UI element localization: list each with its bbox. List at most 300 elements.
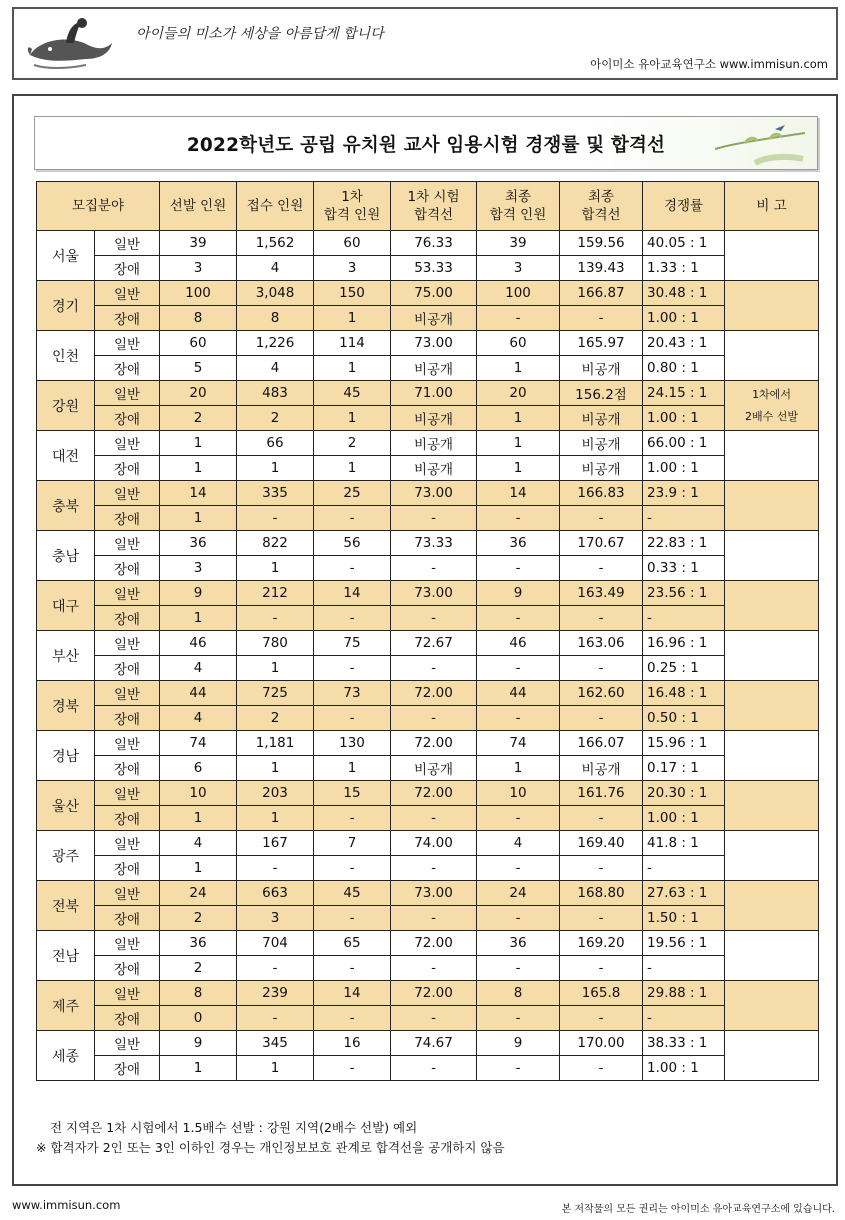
selected-count-cell: 3: [160, 256, 237, 281]
final-pass-count-cell: 14: [477, 481, 560, 506]
first-cutoff-cell: -: [391, 856, 477, 881]
final-pass-count-cell: -: [477, 306, 560, 331]
selected-count-cell: 9: [160, 581, 237, 606]
applicant-count-cell: 2: [237, 706, 314, 731]
org-name: 아이미소 유아교육연구소 www.immisun.com: [590, 57, 828, 71]
category-cell: 장애: [95, 706, 160, 731]
selected-count-cell: 2: [160, 906, 237, 931]
table-row: [37, 531, 819, 556]
final-cutoff-cell: -: [560, 956, 643, 981]
first-pass-count-cell: 150: [314, 281, 391, 306]
final-cutoff-cell: 159.56: [560, 231, 643, 256]
ratio-cell: 66.00 : 1: [643, 431, 725, 456]
first-cutoff-cell: 비공개: [391, 356, 477, 381]
selected-count-cell: 14: [160, 481, 237, 506]
final-pass-count-cell: -: [477, 656, 560, 681]
first-cutoff-cell: -: [391, 556, 477, 581]
final-pass-count-cell: 4: [477, 831, 560, 856]
first-cutoff-cell: 73.00: [391, 581, 477, 606]
region-cell: 인천: [37, 331, 95, 381]
final-cutoff-cell: 168.80: [560, 881, 643, 906]
first-cutoff-cell: 75.00: [391, 281, 477, 306]
applicant-count-cell: 167: [237, 831, 314, 856]
ratio-cell: 16.96 : 1: [643, 631, 725, 656]
final-cutoff-cell: 비공개: [560, 756, 643, 781]
first-cutoff-cell: -: [391, 706, 477, 731]
note-cell: 1차에서 2배수 선발: [725, 381, 819, 431]
site-header: [12, 7, 838, 80]
category-cell: 장애: [95, 956, 160, 981]
first-pass-count-cell: 3: [314, 256, 391, 281]
first-cutoff-cell: 72.00: [391, 681, 477, 706]
selected-count-cell: 2: [160, 406, 237, 431]
first-cutoff-cell: -: [391, 506, 477, 531]
final-cutoff-cell: -: [560, 1056, 643, 1081]
final-pass-count-cell: -: [477, 906, 560, 931]
final-cutoff-cell: -: [560, 306, 643, 331]
first-cutoff-cell: 73.00: [391, 881, 477, 906]
final-pass-count-cell: -: [477, 1006, 560, 1031]
final-cutoff-cell: 169.40: [560, 831, 643, 856]
table-row: [37, 606, 819, 631]
final-cutoff-cell: 163.49: [560, 581, 643, 606]
final-pass-count-cell: 74: [477, 731, 560, 756]
note-cell: [725, 231, 819, 281]
category-cell: 장애: [95, 306, 160, 331]
table-row: [37, 581, 819, 606]
applicant-count-cell: 4: [237, 356, 314, 381]
final-cutoff-cell: 166.83: [560, 481, 643, 506]
category-cell: 장애: [95, 456, 160, 481]
selected-count-cell: 9: [160, 1031, 237, 1056]
ratio-cell: 1.50 : 1: [643, 906, 725, 931]
first-cutoff-cell: -: [391, 906, 477, 931]
table-row: [37, 481, 819, 506]
final-pass-count-cell: 20: [477, 381, 560, 406]
final-cutoff-cell: 166.07: [560, 731, 643, 756]
ratio-cell: 0.80 : 1: [643, 356, 725, 381]
col-header: 비 고: [725, 182, 819, 231]
table-row: [37, 431, 819, 456]
category-cell: 장애: [95, 1056, 160, 1081]
first-cutoff-cell: 73.33: [391, 531, 477, 556]
selected-count-cell: 2: [160, 956, 237, 981]
final-pass-count-cell: 44: [477, 681, 560, 706]
selected-count-cell: 1: [160, 806, 237, 831]
applicant-count-cell: 1: [237, 456, 314, 481]
selected-count-cell: 1: [160, 456, 237, 481]
final-cutoff-cell: -: [560, 506, 643, 531]
category-cell: 일반: [95, 581, 160, 606]
first-pass-count-cell: 14: [314, 581, 391, 606]
region-cell: 세종: [37, 1031, 95, 1081]
selected-count-cell: 1: [160, 506, 237, 531]
ratio-cell: 0.25 : 1: [643, 656, 725, 681]
category-cell: 일반: [95, 381, 160, 406]
region-cell: 울산: [37, 781, 95, 831]
region-cell: 경남: [37, 731, 95, 781]
first-pass-count-cell: 60: [314, 231, 391, 256]
applicant-count-cell: 704: [237, 931, 314, 956]
category-cell: 장애: [95, 406, 160, 431]
bird-branch-icon: [715, 119, 805, 169]
note-cell: [725, 881, 819, 931]
category-cell: 일반: [95, 781, 160, 806]
final-cutoff-cell: -: [560, 806, 643, 831]
first-pass-count-cell: 1: [314, 306, 391, 331]
first-pass-count-cell: -: [314, 956, 391, 981]
note-cell: [725, 681, 819, 731]
footnote-2: ※ 합격자가 2인 또는 3인 이하인 경우는 개인정보보호 관계로 합격선을 공개하지 않음: [36, 1140, 505, 1155]
ratio-cell: 1.00 : 1: [643, 806, 725, 831]
final-pass-count-cell: 10: [477, 781, 560, 806]
ratio-cell: -: [643, 606, 725, 631]
table-row: [37, 406, 819, 431]
first-cutoff-cell: 74.67: [391, 1031, 477, 1056]
region-cell: 서울: [37, 231, 95, 281]
applicant-count-cell: 212: [237, 581, 314, 606]
final-pass-count-cell: -: [477, 706, 560, 731]
table-row: [37, 256, 819, 281]
ratio-cell: 41.8 : 1: [643, 831, 725, 856]
table-row: [37, 556, 819, 581]
selected-count-cell: 44: [160, 681, 237, 706]
selected-count-cell: 39: [160, 231, 237, 256]
final-pass-count-cell: -: [477, 556, 560, 581]
table-row: [37, 381, 819, 406]
selected-count-cell: 46: [160, 631, 237, 656]
final-pass-count-cell: 1: [477, 456, 560, 481]
final-cutoff-cell: 비공개: [560, 356, 643, 381]
first-pass-count-cell: -: [314, 856, 391, 881]
first-cutoff-cell: 71.00: [391, 381, 477, 406]
region-cell: 대전: [37, 431, 95, 481]
applicant-count-cell: 4: [237, 256, 314, 281]
table-row: [37, 1031, 819, 1056]
table-row: [37, 681, 819, 706]
category-cell: 일반: [95, 431, 160, 456]
first-cutoff-cell: -: [391, 956, 477, 981]
applicant-count-cell: -: [237, 606, 314, 631]
table-row: [37, 1006, 819, 1031]
applicant-count-cell: 1: [237, 556, 314, 581]
first-pass-count-cell: -: [314, 706, 391, 731]
final-cutoff-cell: 165.8: [560, 981, 643, 1006]
final-cutoff-cell: -: [560, 606, 643, 631]
first-cutoff-cell: 73.00: [391, 481, 477, 506]
table-row: [37, 331, 819, 356]
selected-count-cell: 1: [160, 431, 237, 456]
final-cutoff-cell: 165.97: [560, 331, 643, 356]
final-pass-count-cell: 1: [477, 756, 560, 781]
col-header: 1차 시험 합격선: [391, 182, 477, 231]
selected-count-cell: 4: [160, 706, 237, 731]
selected-count-cell: 60: [160, 331, 237, 356]
region-cell: 광주: [37, 831, 95, 881]
category-cell: 일반: [95, 681, 160, 706]
selected-count-cell: 8: [160, 981, 237, 1006]
final-cutoff-cell: -: [560, 656, 643, 681]
applicant-count-cell: 725: [237, 681, 314, 706]
applicant-count-cell: 203: [237, 781, 314, 806]
whale-logo-icon: [26, 15, 116, 73]
applicant-count-cell: 663: [237, 881, 314, 906]
first-cutoff-cell: 비공개: [391, 756, 477, 781]
note-cell: [725, 781, 819, 831]
final-cutoff-cell: 161.76: [560, 781, 643, 806]
applicant-count-cell: -: [237, 956, 314, 981]
first-cutoff-cell: -: [391, 1056, 477, 1081]
ratio-cell: -: [643, 856, 725, 881]
final-cutoff-cell: 비공개: [560, 456, 643, 481]
table-row: [37, 781, 819, 806]
note-cell: [725, 731, 819, 781]
ratio-cell: 1.00 : 1: [643, 1056, 725, 1081]
category-cell: 일반: [95, 981, 160, 1006]
region-cell: 충남: [37, 531, 95, 581]
first-pass-count-cell: -: [314, 1006, 391, 1031]
selected-count-cell: 1: [160, 606, 237, 631]
ratio-cell: 1.00 : 1: [643, 306, 725, 331]
final-cutoff-cell: 170.00: [560, 1031, 643, 1056]
category-cell: 장애: [95, 606, 160, 631]
final-pass-count-cell: 9: [477, 581, 560, 606]
first-pass-count-cell: 45: [314, 881, 391, 906]
table-row: [37, 856, 819, 881]
selected-count-cell: 10: [160, 781, 237, 806]
first-cutoff-cell: -: [391, 1006, 477, 1031]
header-row: [37, 182, 819, 231]
final-cutoff-cell: 169.20: [560, 931, 643, 956]
category-cell: 일반: [95, 931, 160, 956]
region-cell: 전북: [37, 881, 95, 931]
table-row: [37, 981, 819, 1006]
final-pass-count-cell: 1: [477, 431, 560, 456]
final-pass-count-cell: -: [477, 806, 560, 831]
selected-count-cell: 36: [160, 531, 237, 556]
applicant-count-cell: 1: [237, 756, 314, 781]
ratio-cell: 15.96 : 1: [643, 731, 725, 756]
final-pass-count-cell: 8: [477, 981, 560, 1006]
first-cutoff-cell: 72.00: [391, 931, 477, 956]
applicant-count-cell: 1: [237, 656, 314, 681]
table-row: [37, 281, 819, 306]
first-cutoff-cell: 72.00: [391, 981, 477, 1006]
final-cutoff-cell: -: [560, 1006, 643, 1031]
table-row: [37, 731, 819, 756]
table-row: [37, 881, 819, 906]
final-cutoff-cell: -: [560, 556, 643, 581]
applicant-count-cell: 1,226: [237, 331, 314, 356]
applicant-count-cell: 335: [237, 481, 314, 506]
footer-url: www.immisun.com: [12, 1198, 121, 1212]
applicant-count-cell: 822: [237, 531, 314, 556]
category-cell: 일반: [95, 231, 160, 256]
final-pass-count-cell: -: [477, 606, 560, 631]
selected-count-cell: 3: [160, 556, 237, 581]
final-cutoff-cell: 139.43: [560, 256, 643, 281]
first-pass-count-cell: 56: [314, 531, 391, 556]
selected-count-cell: 8: [160, 306, 237, 331]
first-cutoff-cell: 72.00: [391, 781, 477, 806]
first-cutoff-cell: 53.33: [391, 256, 477, 281]
category-cell: 장애: [95, 506, 160, 531]
final-pass-count-cell: 1: [477, 406, 560, 431]
selected-count-cell: 1: [160, 856, 237, 881]
applicant-count-cell: 2: [237, 406, 314, 431]
region-cell: 충북: [37, 481, 95, 531]
first-pass-count-cell: 73: [314, 681, 391, 706]
applicant-count-cell: 66: [237, 431, 314, 456]
selected-count-cell: 5: [160, 356, 237, 381]
final-cutoff-cell: -: [560, 906, 643, 931]
table-row: [37, 806, 819, 831]
first-pass-count-cell: 15: [314, 781, 391, 806]
col-header: 최종 합격 인원: [477, 182, 560, 231]
ratio-cell: 23.56 : 1: [643, 581, 725, 606]
table-row: [37, 1056, 819, 1081]
table-row: [37, 356, 819, 381]
final-pass-count-cell: 3: [477, 256, 560, 281]
selected-count-cell: 6: [160, 756, 237, 781]
first-cutoff-cell: -: [391, 806, 477, 831]
applicant-count-cell: 780: [237, 631, 314, 656]
ratio-cell: 30.48 : 1: [643, 281, 725, 306]
ratio-cell: 1.00 : 1: [643, 456, 725, 481]
first-pass-count-cell: 65: [314, 931, 391, 956]
final-cutoff-cell: 163.06: [560, 631, 643, 656]
ratio-cell: 0.17 : 1: [643, 756, 725, 781]
region-cell: 경기: [37, 281, 95, 331]
category-cell: 일반: [95, 1031, 160, 1056]
col-header: 접수 인원: [237, 182, 314, 231]
ratio-cell: 22.83 : 1: [643, 531, 725, 556]
final-pass-count-cell: 24: [477, 881, 560, 906]
footer-copyright: 본 저작물의 모든 권리는 아이미소 유아교육연구소에 있습니다.: [561, 1204, 835, 1215]
first-cutoff-cell: 비공개: [391, 306, 477, 331]
col-header: 경쟁률: [643, 182, 725, 231]
first-pass-count-cell: -: [314, 806, 391, 831]
final-pass-count-cell: 60: [477, 331, 560, 356]
applicant-count-cell: 3: [237, 906, 314, 931]
selected-count-cell: 1: [160, 1056, 237, 1081]
col-header: 최종 합격선: [560, 182, 643, 231]
first-pass-count-cell: 1: [314, 406, 391, 431]
applicant-count-cell: 239: [237, 981, 314, 1006]
final-pass-count-cell: 1: [477, 356, 560, 381]
ratio-cell: 16.48 : 1: [643, 681, 725, 706]
region-cell: 대구: [37, 581, 95, 631]
region-cell: 경북: [37, 681, 95, 731]
category-cell: 일반: [95, 631, 160, 656]
first-pass-count-cell: 25: [314, 481, 391, 506]
table-row: [37, 306, 819, 331]
final-cutoff-cell: -: [560, 856, 643, 881]
first-cutoff-cell: 73.00: [391, 331, 477, 356]
first-cutoff-cell: 비공개: [391, 431, 477, 456]
first-pass-count-cell: -: [314, 1056, 391, 1081]
category-cell: 일반: [95, 881, 160, 906]
first-pass-count-cell: -: [314, 656, 391, 681]
first-cutoff-cell: -: [391, 656, 477, 681]
final-cutoff-cell: -: [560, 706, 643, 731]
first-pass-count-cell: 2: [314, 431, 391, 456]
final-pass-count-cell: 39: [477, 231, 560, 256]
selected-count-cell: 100: [160, 281, 237, 306]
final-pass-count-cell: 36: [477, 931, 560, 956]
first-pass-count-cell: -: [314, 506, 391, 531]
table-body: [37, 231, 819, 1081]
first-cutoff-cell: 74.00: [391, 831, 477, 856]
region-cell: 강원: [37, 381, 95, 431]
final-cutoff-cell: 비공개: [560, 406, 643, 431]
category-cell: 장애: [95, 1006, 160, 1031]
ratio-cell: 20.43 : 1: [643, 331, 725, 356]
applicant-count-cell: 8: [237, 306, 314, 331]
note-cell: [725, 331, 819, 381]
note-cell: [725, 1031, 819, 1081]
first-cutoff-cell: 비공개: [391, 406, 477, 431]
first-pass-count-cell: 16: [314, 1031, 391, 1056]
final-cutoff-cell: 166.87: [560, 281, 643, 306]
first-pass-count-cell: 130: [314, 731, 391, 756]
first-cutoff-cell: 비공개: [391, 456, 477, 481]
final-pass-count-cell: -: [477, 956, 560, 981]
category-cell: 일반: [95, 281, 160, 306]
note-cell: [725, 831, 819, 881]
note-cell: [725, 431, 819, 481]
ratio-cell: -: [643, 506, 725, 531]
first-pass-count-cell: 1: [314, 356, 391, 381]
ratio-cell: 1.33 : 1: [643, 256, 725, 281]
ratio-cell: 19.56 : 1: [643, 931, 725, 956]
category-cell: 장애: [95, 256, 160, 281]
applicant-count-cell: -: [237, 856, 314, 881]
applicant-count-cell: 1,562: [237, 231, 314, 256]
applicant-count-cell: 345: [237, 1031, 314, 1056]
first-pass-count-cell: -: [314, 906, 391, 931]
table-row: [37, 831, 819, 856]
applicant-count-cell: -: [237, 1006, 314, 1031]
category-cell: 장애: [95, 756, 160, 781]
table-row: [37, 906, 819, 931]
region-cell: 부산: [37, 631, 95, 681]
note-cell: [725, 481, 819, 531]
first-pass-count-cell: 1: [314, 756, 391, 781]
first-pass-count-cell: 14: [314, 981, 391, 1006]
region-cell: 제주: [37, 981, 95, 1031]
note-cell: [725, 281, 819, 331]
ratio-cell: 20.30 : 1: [643, 781, 725, 806]
ratio-cell: 40.05 : 1: [643, 231, 725, 256]
final-pass-count-cell: -: [477, 1056, 560, 1081]
col-header: 선발 인원: [160, 182, 237, 231]
ratio-cell: 24.15 : 1: [643, 381, 725, 406]
applicant-count-cell: 1: [237, 1056, 314, 1081]
page-title: 2022학년도 공립 유치원 교사 임용시험 경쟁률 및 합격선: [186, 135, 666, 156]
selected-count-cell: 20: [160, 381, 237, 406]
note-cell: [725, 531, 819, 581]
selected-count-cell: 74: [160, 731, 237, 756]
final-cutoff-cell: 비공개: [560, 431, 643, 456]
ratio-cell: 0.50 : 1: [643, 706, 725, 731]
final-cutoff-cell: 156.2점: [560, 381, 643, 406]
final-cutoff-cell: 162.60: [560, 681, 643, 706]
title-box: [34, 116, 818, 170]
note-cell: [725, 931, 819, 981]
selected-count-cell: 24: [160, 881, 237, 906]
ratio-cell: 29.88 : 1: [643, 981, 725, 1006]
